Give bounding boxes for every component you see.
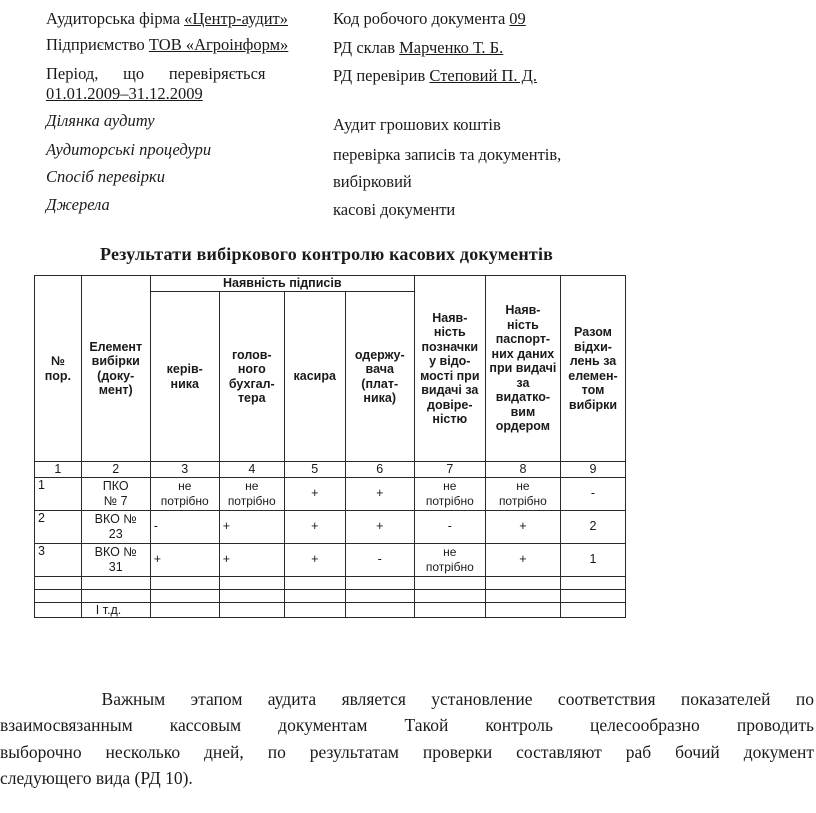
col-header-chief-accountant: голов- ного бухгал- тера	[219, 292, 284, 462]
cell-head: не потрібно	[150, 477, 219, 510]
cell-num: 3	[35, 543, 82, 576]
col-number: 6	[345, 462, 414, 478]
cell-recipient: +	[345, 477, 414, 510]
cell-chief-accountant: +	[219, 543, 284, 576]
code-label: Код робочого документа	[333, 9, 506, 28]
firm-label: Аудиторська фірма	[46, 9, 181, 28]
sources-value: касові документи	[333, 200, 456, 219]
col-header-num: № пор.	[35, 276, 82, 462]
checked-label: РД перевірив	[333, 66, 426, 85]
column-number-row	[35, 462, 626, 478]
compiled-value: Марченко Т. Б.	[399, 38, 504, 57]
cell-total: 1	[560, 543, 625, 576]
code-line	[333, 9, 544, 29]
cell-cashier: +	[284, 477, 345, 510]
checked-value: Степовий П. Д.	[429, 66, 537, 85]
cell-num: 2	[35, 510, 82, 543]
col-header-mark-poa: Наяв- ність позначки у відо- мості при видачі за довіре- ністю	[414, 276, 485, 462]
period-line	[46, 64, 318, 104]
col-number: 8	[485, 462, 560, 478]
cell-chief-accountant: не потрібно	[219, 477, 284, 510]
table-row-empty	[35, 576, 626, 589]
table-row	[35, 543, 626, 576]
paragraph-line: выборочно несколько дней, по результатам проверки составляют раб бочий документ	[0, 741, 814, 762]
cell-element: ВКО № 23	[81, 510, 150, 543]
cell-element: ВКО № 31	[81, 543, 150, 576]
cell-head: -	[150, 510, 219, 543]
cell-total: -	[560, 477, 625, 510]
col-header-signatures: Наявність підписів	[150, 276, 414, 292]
method-label: Спосіб перевірки	[46, 167, 165, 186]
firm-line	[46, 9, 288, 29]
col-number: 9	[560, 462, 625, 478]
col-header-head: керів- ника	[150, 292, 219, 462]
cell-total: 2	[560, 510, 625, 543]
table-title: Результати вибіркового контролю касових документів	[100, 244, 554, 264]
body-paragraph	[0, 686, 814, 791]
cell-mark-poa: не потрібно	[414, 477, 485, 510]
compiled-line	[333, 38, 503, 58]
paragraph-line: взаимосвязанным кассовым документам Такой контроль целесообразно проводить	[0, 715, 814, 736]
cell-passport: +	[485, 543, 560, 576]
cell-passport: +	[485, 510, 560, 543]
cell-cashier: +	[284, 510, 345, 543]
audit-area-value: Аудит грошових коштів	[333, 115, 501, 134]
col-header-cashier: касира	[284, 292, 345, 462]
enterprise-label: Підприємство	[46, 35, 145, 54]
col-number: 5	[284, 462, 345, 478]
cell-recipient: -	[345, 543, 414, 576]
enterprise-line	[46, 35, 288, 55]
col-number: 7	[414, 462, 485, 478]
procedures-label: Аудиторські процедури	[46, 140, 212, 159]
col-header-recipient: одержу- вача (плат- ника)	[345, 292, 414, 462]
cell-mark-poa: -	[414, 510, 485, 543]
cell-mark-poa: не потрібно	[414, 543, 485, 576]
checked-line	[333, 66, 537, 86]
col-number: 3	[150, 462, 219, 478]
cell-element: ПКО № 7	[81, 477, 150, 510]
col-number: 2	[81, 462, 150, 478]
table-row	[35, 477, 626, 510]
sampling-results-table	[34, 275, 626, 618]
cell-num: 1	[35, 477, 82, 510]
paragraph-line: Важным этапом аудита является установление соответствия показателей по	[0, 689, 814, 709]
cell-passport: не потрібно	[485, 477, 560, 510]
period-label: Період, що перевіряється	[46, 64, 266, 83]
col-number: 1	[35, 462, 82, 478]
table-row-empty	[35, 589, 626, 602]
paragraph-line: следующего вида (РД 10).	[0, 767, 193, 788]
cell-cashier: +	[284, 543, 345, 576]
cell-etc: І т.д.	[81, 602, 150, 618]
enterprise-value: ТОВ «Агроінформ»	[148, 35, 289, 54]
compiled-label: РД склав	[333, 38, 396, 57]
col-header-element: Елемент вибірки (доку- мент)	[81, 276, 150, 462]
method-value: вибірковий	[333, 172, 412, 191]
table-row	[35, 510, 626, 543]
cell-chief-accountant: +	[219, 510, 284, 543]
period-value: 01.01.2009–31.12.2009	[46, 84, 203, 103]
sources-label: Джерела	[46, 195, 110, 214]
procedures-value: перевірка записів та документів,	[333, 145, 562, 164]
col-header-passport: Наяв- ність паспорт- них даних при видачі за видатко- вим ордером	[485, 276, 560, 462]
audit-area-label: Ділянка аудиту	[46, 111, 155, 130]
firm-value: «Центр-аудит»	[184, 9, 288, 28]
cell-recipient: +	[345, 510, 414, 543]
cell-head: +	[150, 543, 219, 576]
table-row-etc	[35, 602, 626, 618]
col-header-total: Разом відхи- лень за елемен- том вибірки	[560, 276, 625, 462]
code-value: 09	[509, 9, 526, 28]
col-number: 4	[219, 462, 284, 478]
